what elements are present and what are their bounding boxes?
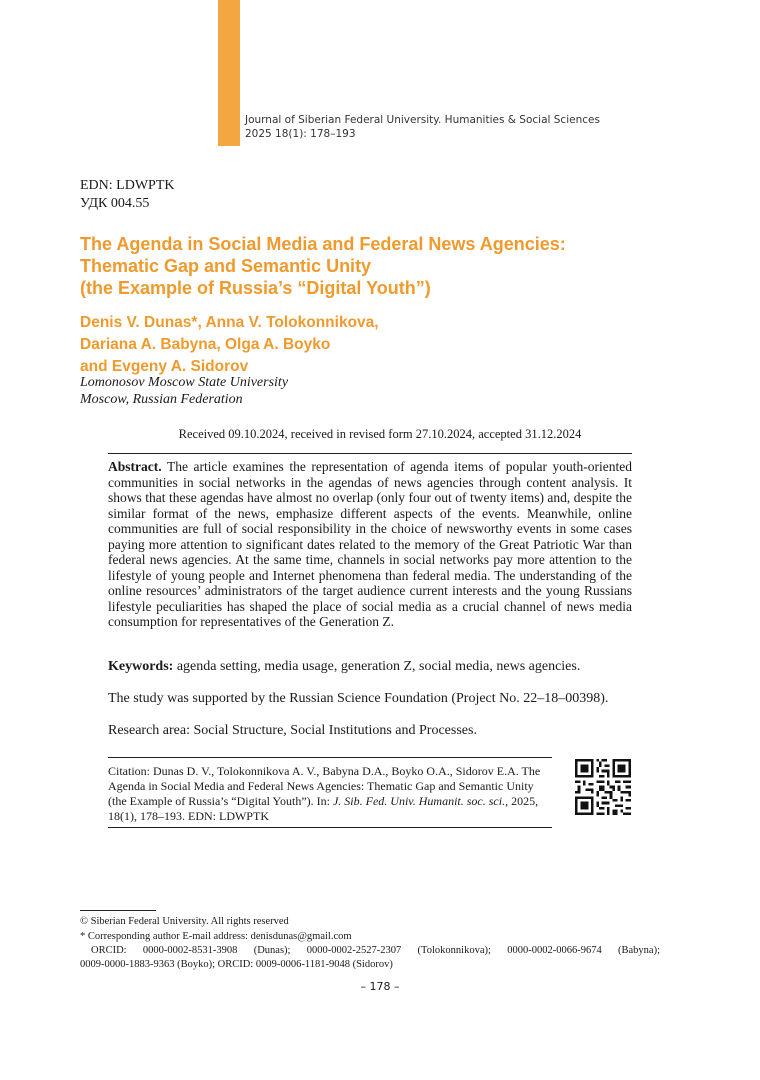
abstract-label: Abstract.	[108, 459, 162, 474]
edn-code: EDN: LDWPTK	[80, 178, 175, 193]
affiliation	[80, 374, 288, 408]
title-line: (the Example of Russia’s “Digital Youth”)	[80, 278, 431, 298]
citation-top-divider	[108, 757, 552, 758]
research-area: Research area: Social Structure, Social Institutions and Processes.	[108, 723, 477, 738]
citation-text: Citation: Dunas D. V., Tolokonnikova A. V., Babyna D.A., Boyko O.A., Sidorov E.A. The Agenda in Social Media and Federal News Agencies: Thematic Gap and Semantic Unity (the Example of Russia’s “Digital Youth”). In:	[108, 764, 541, 808]
author-line: and Evgeny A. Sidorov	[80, 358, 249, 375]
article-identifiers	[80, 177, 175, 213]
citation	[108, 764, 552, 824]
journal-issue: 2025 18(1): 178–193	[245, 128, 356, 140]
keywords	[108, 658, 648, 675]
citation-bottom-divider	[108, 827, 552, 828]
title-line: The Agenda in Social Media and Federal News Agencies:	[80, 234, 566, 254]
qr-code-icon	[575, 759, 631, 815]
orcid-note: ORCID: 0000-0002-8531-3908 (Dunas); 0000-0002-2527-2307 (Tolokonnikova); 0000-0002-0066-9674 (Babyna);	[91, 945, 660, 956]
abstract	[108, 459, 632, 630]
citation-journal: J. Sib. Fed. Univ. Humanit. soc. sci.	[332, 794, 506, 808]
author-line: Dariana A. Babyna, Olga A. Boyko	[80, 336, 331, 353]
udk-code: УДК 004.55	[80, 196, 150, 211]
citation-text-end: , 2025, 18(1), 178–193. EDN: LDWPTK	[108, 794, 539, 823]
institution-location: Moscow, Russian Federation	[80, 392, 243, 407]
author-list	[80, 312, 379, 378]
article-title	[80, 233, 680, 299]
keywords-text: agenda setting, media usage, generation Z, social media, news agencies.	[173, 659, 581, 674]
journal-name: Journal of Siberian Federal University. Humanities & Social Sciences	[245, 114, 600, 126]
footnote-divider	[80, 910, 156, 911]
received-dates: Received 09.10.2024, received in revised form 27.10.2024, accepted 31.12.2024	[178, 427, 582, 441]
copyright-note: © Siberian Federal University. All rights reserved	[80, 916, 289, 927]
title-line: Thematic Gap and Semantic Unity	[80, 256, 372, 276]
page-number: – 178 –	[360, 980, 400, 993]
journal-header	[245, 113, 600, 141]
author-line: Denis V. Dunas*, Anna V. Tolokonnikova,	[80, 314, 379, 331]
abstract-top-divider	[108, 453, 632, 454]
funding-note: The study was supported by the Russian Science Foundation (Project No. 22–18–00398).	[108, 691, 609, 706]
institution: Lomonosov Moscow State University	[80, 375, 289, 390]
orcid-note-continued: 0009-0000-1883-9363 (Boyko); ORCID: 0009-0006-1181-9048 (Sidorov)	[80, 959, 393, 970]
corresponding-author-note: * Corresponding author E-mail address: denisdunas@gmail.com	[80, 931, 352, 942]
abstract-text: The article examines the representation of agenda items of popular youth-oriented communities in social networks in the agendas of news agencies through content analysis. It shows that these agendas have almost no overlap (only four out of twenty items) and, despite the similar format of the news, emphasize different aspects of the events. Meanwhile, online communities are full of social responsibility in the choice of newsworthy events in some cases paying more attention to significant dates related to the memory of the Great Patriotic War than federal news agencies. At the same time, channels in social networks pay more attention to the lifestyle of young people and Internet phenomena than federal media. The understanding of the online resources’ administrators of the target audience current interests and the young Russians lifestyle peculiarities has shaped the place of social media as a crucial channel of news media consumption for representatives of the Generation Z.	[108, 459, 632, 629]
keywords-label: Keywords:	[108, 659, 174, 674]
journal-accent-bar	[218, 0, 240, 146]
